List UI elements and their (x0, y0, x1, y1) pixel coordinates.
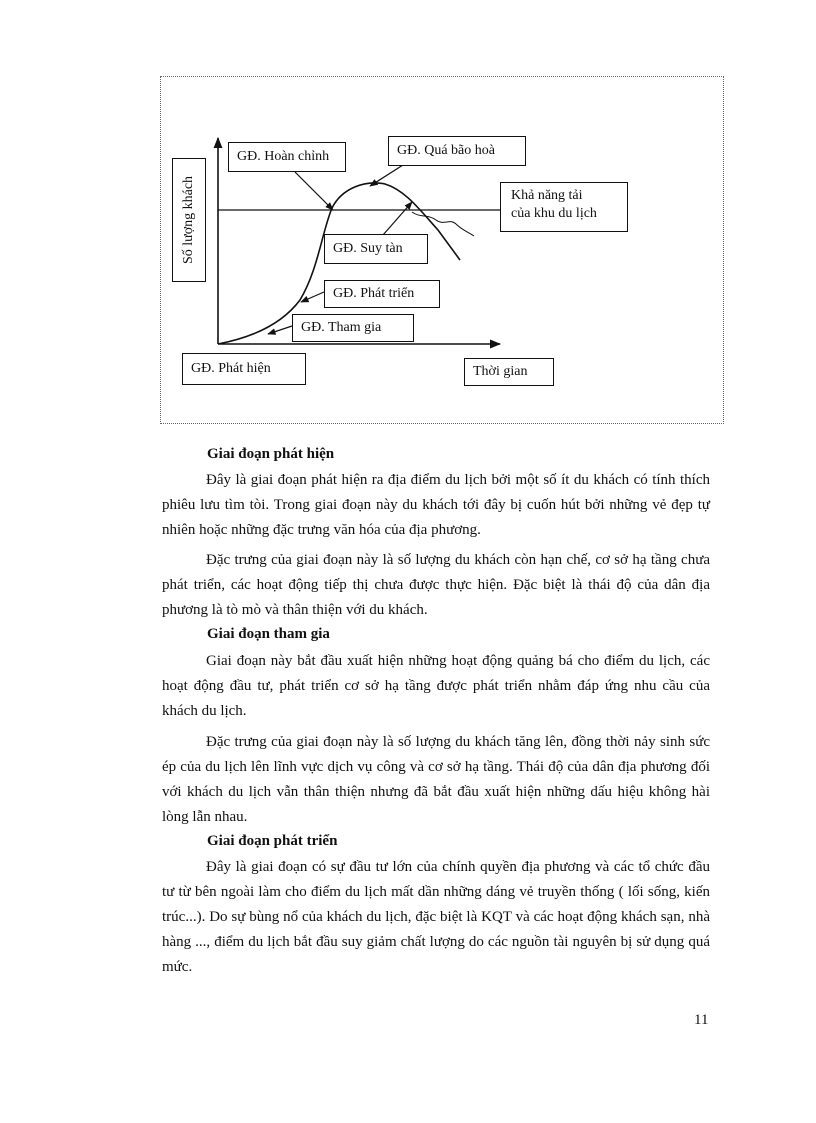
section-heading-development: Giai đoạn phát triển (207, 833, 338, 849)
capacity-label-line1: Khả năng tải (511, 188, 583, 203)
stage-involvement-box: GĐ. Tham gia (292, 314, 414, 342)
arrow-complete (295, 172, 333, 210)
paragraph: Giai đoạn này bắt đầu xuất hiện những hoạt động quảng bá cho điểm du lịch, các hoạt động đầu tư, phát triển cơ sở hạ tầng được phát triển nhằm đáp ứng nhu cầu của khách du lịch. (162, 653, 710, 719)
section-heading-involvement: Giai đoạn tham gia (207, 626, 330, 642)
stage-decline-box: GĐ. Suy tàn (324, 234, 428, 264)
stage-complete-box: GĐ. Hoàn chỉnh (228, 142, 346, 172)
stage-oversaturated-box: GĐ. Quá bão hoà (388, 136, 526, 166)
paragraph: Đặc trưng của giai đoạn này là số lượng du khách còn hạn chế, cơ sở hạ tầng chưa phát triển, các hoạt động tiếp thị chưa được thực hiện. Đặc biệt là thái độ của dân địa phương là tò mò và thân thiện với du khách. (162, 552, 710, 618)
stage-discovery-box: GĐ. Phát hiện (182, 353, 306, 385)
arrow-decline (383, 202, 412, 235)
y-axis-label-box (172, 158, 206, 282)
x-axis-label-box: Thời gian (464, 358, 554, 386)
paragraph: Đây là giai đoạn có sự đầu tư lớn của chính quyền địa phương và các tổ chức đầu tư từ bên ngoài làm cho điểm du lịch mất dần những dáng vẻ truyền thống ( lối sống, kiến trúc...). Do sự bùng nổ của khách du lịch, đặc biệt là KQT và các hoạt động khách sạn, nhà hàng ..., điểm du lịch bắt đầu suy giảm chất lượng do các nguồn tài nguyên bị sử dụng quá mức. (162, 859, 710, 975)
paragraph: Đây là giai đoạn phát hiện ra địa điểm du lịch bởi một số ít du khách có tính thích phiêu lưu tìm tòi. Trong giai đoạn này du khách tới đây bị cuốn hút bởi những vẻ đẹp tự nhiên hoặc những đặc trưng văn hóa của địa phương. (162, 472, 710, 538)
capacity-label-box (500, 182, 628, 232)
arrow-oversaturated (370, 165, 403, 186)
y-axis-label: Số lượng khách (181, 175, 196, 265)
stage-development-box: GĐ. Phát triển (324, 280, 440, 308)
paragraph: Đặc trưng của giai đoạn này là số lượng du khách tăng lên, đồng thời nảy sinh sức ép của du lịch lên lĩnh vực dịch vụ công và cơ sở hạ tầng. Thái độ của dân địa phương đối với khách du lịch vẫn thân thiện nhưng đã bắt đầu xuất hiện những dấu hiệu không hài lòng lẫn nhau. (162, 734, 710, 825)
diagram-lines (0, 0, 816, 440)
wavy-continuation (412, 212, 474, 236)
page-number: 11 (694, 1012, 709, 1028)
section-heading-discovery: Giai đoạn phát hiện (207, 446, 335, 462)
arrow-involvement (268, 326, 292, 334)
capacity-label-line2: của khu du lịch (511, 206, 597, 221)
